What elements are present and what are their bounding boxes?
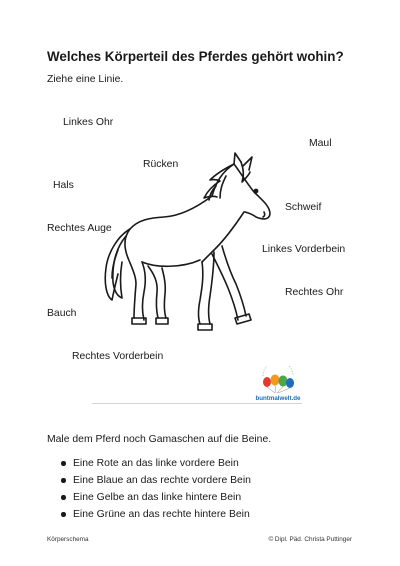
label-ruecken[interactable]: Rücken — [143, 159, 179, 170]
divider — [92, 403, 302, 404]
list-item-text: Eine Gelbe an das linke hintere Bein — [73, 492, 242, 503]
list-item — [58, 489, 251, 506]
list-item-text: Eine Grüne an das rechte hintere Bein — [73, 509, 250, 520]
task-intro: Male dem Pferd noch Gamaschen auf die Beine. — [47, 434, 272, 445]
label-rechtes-ohr[interactable]: Rechtes Ohr — [285, 287, 344, 298]
bullet-icon — [61, 461, 66, 466]
label-linkes-vorderbein[interactable]: Linkes Vorderbein — [262, 244, 346, 255]
instruction-text: Ziehe eine Linie. — [47, 74, 124, 85]
list-item — [58, 472, 251, 489]
list-item — [58, 455, 251, 472]
bullet-icon — [61, 495, 66, 500]
label-bauch[interactable]: Bauch — [47, 308, 77, 319]
horse-illustration — [94, 150, 279, 340]
label-schweif[interactable]: Schweif — [285, 202, 322, 213]
balloon-logo-icon — [255, 366, 301, 402]
label-maul[interactable]: Maul — [309, 138, 332, 149]
bullet-icon — [61, 478, 66, 483]
label-linkes-ohr[interactable]: Linkes Ohr — [63, 117, 114, 128]
footer-right: © Dipl. Päd. Christa Puttinger — [268, 536, 352, 543]
list-item-text: Eine Blaue an das rechte vordere Bein — [73, 475, 251, 486]
footer-left: Körperschema — [47, 536, 89, 543]
page-title: Welches Körperteil des Pferdes gehört wohin? — [47, 49, 344, 64]
bullet-icon — [61, 512, 66, 517]
label-rechtes-auge[interactable]: Rechtes Auge — [47, 223, 112, 234]
label-hals[interactable]: Hals — [53, 180, 74, 191]
label-rechtes-vorderbein[interactable]: Rechtes Vorderbein — [72, 351, 164, 362]
list-item — [58, 506, 251, 523]
logo-text: buntmalwelt.de — [255, 395, 301, 402]
task-list — [58, 455, 251, 523]
list-item-text: Eine Rote an das linke vordere Bein — [73, 458, 239, 469]
